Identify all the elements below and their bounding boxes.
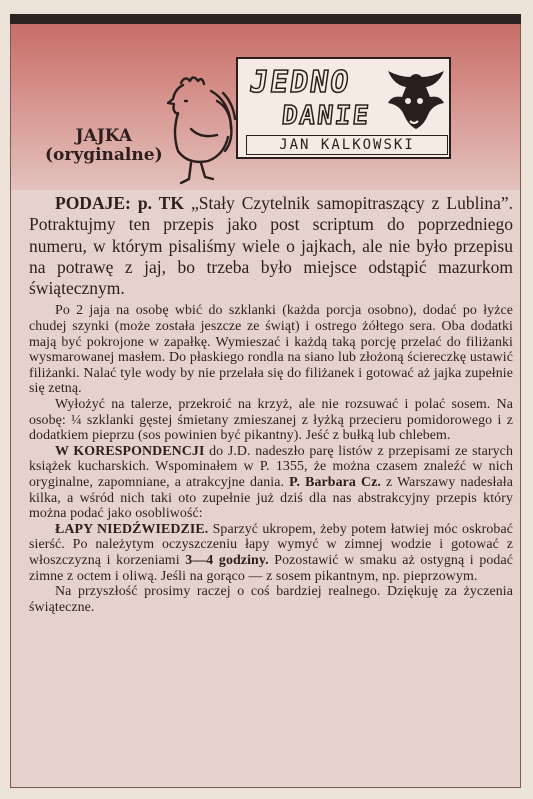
- lead-paragraph: [29, 193, 513, 299]
- lead-text: „Stały Czytelnik samopitraszący z Lublina”. Potraktujmy ten przepis jako post scriptum do poprzedniego numeru, w którym pisaliśmy wiele o jajkach, ale nie było przepisu na potrawę z jaj, bo trzeba było miejsce odstąpić mazurkom świątecznym.: [29, 193, 514, 299]
- logo-line-2: DANIE: [280, 101, 372, 131]
- column-logo: [236, 57, 451, 159]
- article-clipping: [10, 14, 521, 788]
- paragraph-3: [29, 444, 513, 522]
- paragraph-4-time: 3—4 godziny.: [185, 552, 269, 568]
- top-bar: [10, 14, 521, 24]
- paragraph-1: Po 2 jaja na osobę wbić do szklanki (każda porcja osobno), dodać po łyżce chudej szynki (może została jeszcze ze świąt) i ostrego żółtego sera. Oba dodatki mają być pokrojone w zapałkę. Wymieszać i każdą taką porcję przelać do filiżanki wysmarowanej masłem. Do płaskiego rondla na siano lub złożoną ściereczkę ustawić filiżanki. Nalać tyle wody by nie przelała się do filiżanek i gotować aż jajka zupełnie się zetną.: [29, 303, 513, 397]
- title-line-1: JAJKA: [75, 126, 133, 146]
- lead-label: PODAJE: p. TK: [55, 193, 184, 213]
- paragraph-4: [29, 522, 513, 584]
- logo-line-1: JEDNO: [247, 65, 353, 100]
- article-body: [29, 193, 513, 615]
- title-line-2: (oryginalne): [45, 145, 163, 165]
- paragraph-3-name: P. Barbara Cz.: [289, 475, 381, 491]
- paragraph-4-text-2: Pozostawić w smaku aż ostygną i podać zimne z octem i oliwą. Jeśli na gorąco — z sosem pikantnym, np. pieprzowym.: [29, 552, 513, 584]
- paragraph-3-text: do J.D. nadeszło parę listów z przepisami ze starych książek kucharskich. Wspominałem w P. 1355, że można czasem znaleźć w nich oryginalne, zapomniane, a atrakcyjne dania.: [29, 443, 513, 491]
- rooster-icon: [151, 71, 241, 191]
- ox-head-icon: [380, 61, 448, 135]
- paragraph-4-label: ŁAPY NIEDŹWIEDZIE.: [55, 521, 209, 537]
- paragraph-5: Na przyszłość prosimy raczej o coś bardziej realnego. Dziękuję za życzenia świąteczne.: [29, 584, 513, 615]
- paragraph-3-text-2: z Warszawy nadesłała kilka, a wśród nich taki oto zupełnie już dziś dla nas abstrakcyjny przepis który można podać jako osobliwość:: [29, 475, 513, 522]
- paragraph-3-label: W KORESPONDENCJI: [55, 443, 205, 459]
- paragraph-2: Wyłożyć na talerze, przekroić na krzyż, ale nie rozsuwać i polać sosem. Na osobę: ¼ szklanki gęstej śmietany zmieszanej z łyżką przecieru pomidorowego i z dodatkiem pieprzu (sos powinien być pikantny). Jeść z bułką lub chlebem.: [29, 397, 513, 444]
- paragraph-4-text: Sparzyć ukropem, żeby potem łatwiej móc oskrobać sierść. Po należytym oczyszczeniu łapy wymyć w zimnej wodzie i gotować z włoszczyzną i korzeniami: [29, 521, 513, 568]
- article-title: [45, 127, 163, 165]
- logo-author: JAN KALKOWSKI: [246, 135, 448, 155]
